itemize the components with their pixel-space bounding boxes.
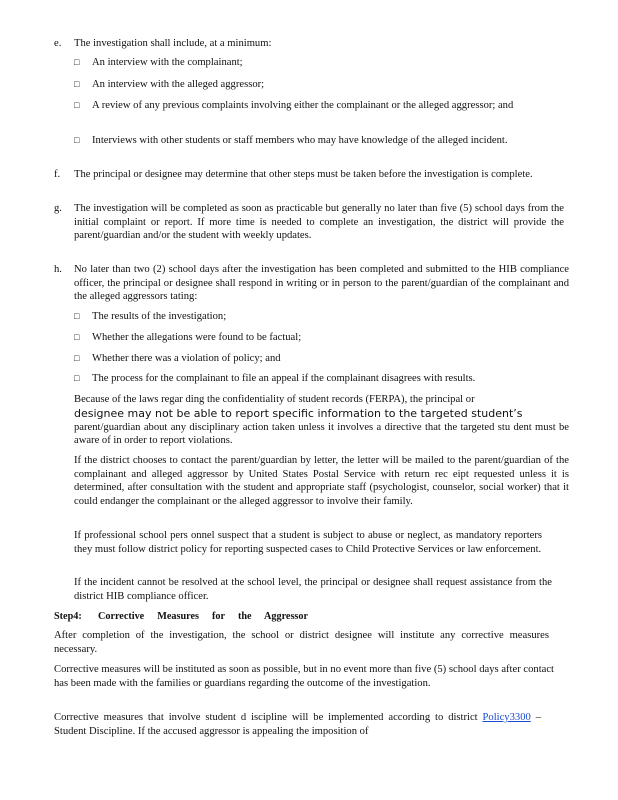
item-e-text: The investigation shall include, at a minimum: [74,38,272,49]
checkbox-bullet-icon: □ [74,57,80,67]
list-item: A review of any previous complaints involving either the complainant or the alleged aggressor; and [92,100,514,111]
paragraph-abuse: If professional school pers onnel suspect that a student is subject to abuse or neglect, as mandatory reporters they must follow district policy for reporting suspected cases to Child Protective Services or law enforcement. [74,530,542,555]
checkbox-bullet-icon: □ [74,100,80,110]
list-item: Whether the allegations were found to be factual; [92,332,302,343]
checkbox-bullet-icon: □ [74,135,80,145]
item-label-h: h. [54,264,62,275]
section-heading: Corrective Measures for the Aggressor [98,611,308,622]
paragraph-text: Corrective measures that involve student d iscipline will be implemented according to district [54,712,478,723]
paragraph-line: parent/guardian about any disciplinary action taken unless it involves a directive that the targeted stu dent must be aware of in order to report violations. [74,421,569,447]
list-item: An interview with the complainant; [92,57,243,68]
list-item: The results of the investigation; [92,311,227,322]
item-h-text: No later than two (2) school days after the investigation has been completed and submitted to the HIB compliance officer, the principal or designee shall respond in writing or in person to the parent/guardian of the complainant and the alleged aggressors tating: [74,264,569,303]
paragraph-line: designee may not be able to report specific information to the targeted student’s [74,406,523,420]
paragraph-text: – Student Discipline. If the accused aggressor is appealing the imposition of [54,712,541,737]
item-label-e: e. [54,38,62,49]
checkbox-bullet-icon: □ [74,373,80,383]
checkbox-bullet-icon: □ [74,311,80,321]
item-label-f: f. [54,169,61,180]
item-f-text: The principal or designee may determine that other steps must be taken before the investigation is complete. [74,169,533,180]
list-item: The process for the complainant to file an appeal if the complainant disagrees with results. [92,373,476,384]
step-label: Step4: [54,611,82,622]
paragraph-mail: If the district chooses to contact the parent/guardian by letter, the letter will be mailed to the parent/guardian of the complainant and alleged aggressor by United States Postal Service with return rec eipt requested unless it is determined, after consultation with the student and appropriate staff (psychologist, counselor, social worker) that it could endanger the complainant or the alleged aggressor to involve their family. [74,455,569,507]
item-label-g: g. [54,203,62,214]
item-g-text: The investigation will be completed as soon as practicable but generally no later than five (5) school days from the initial complaint or report. If more time is needed to complete an investigation, the district will provide the parent/guardian and/or the student with weekly updates. [74,203,564,242]
checkbox-bullet-icon: □ [74,353,80,363]
paragraph-discipline [54,711,541,738]
paragraph-unresolved: If the incident cannot be resolved at the school level, the principal or designee shall request assistance from the district HIB compliance officer. [74,577,552,602]
list-item: An interview with the alleged aggressor; [92,79,265,90]
paragraph-after: After completion of the investigation, the school or district designee will institute any corrective measures necessary. [54,630,549,655]
paragraph-line: Because of the laws regar ding the confidentiality of student records (FERPA), the principal or [74,394,475,405]
checkbox-bullet-icon: □ [74,79,80,89]
policy-link[interactable]: Policy3300 [482,712,531,723]
paragraph-ferpa [74,393,569,448]
checkbox-bullet-icon: □ [74,332,80,342]
list-item: Interviews with other students or staff members who may have knowledge of the alleged incident. [92,135,508,146]
list-item: Whether there was a violation of policy; and [92,353,281,364]
paragraph-five-days: Corrective measures will be instituted as soon as possible, but in no event more than five (5) school days after contact has been made with the families or guardians regarding the outcome of the investigation. [54,664,554,689]
